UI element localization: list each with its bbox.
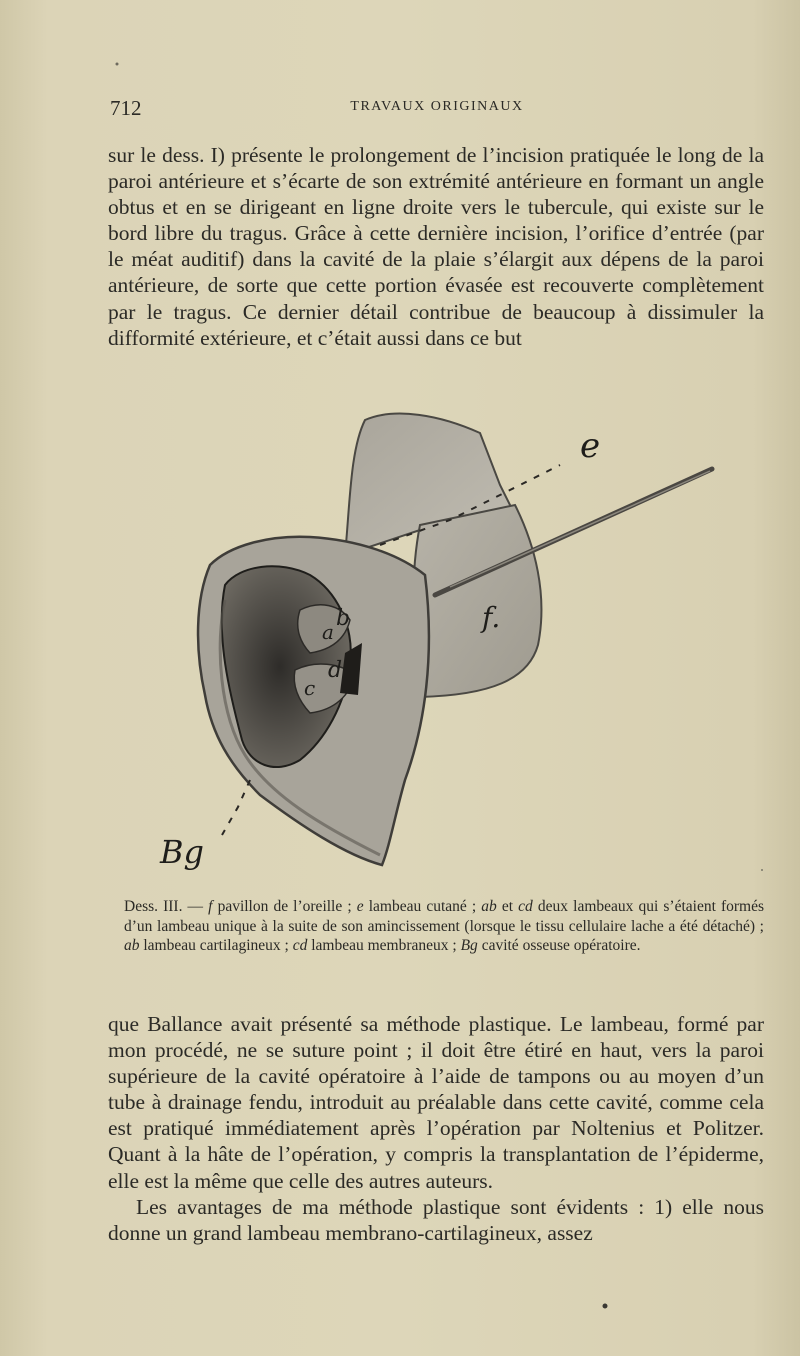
label-c: c	[304, 676, 316, 700]
caption-text: cavité osseuse opératoire.	[477, 937, 641, 954]
label-b: b	[336, 606, 351, 631]
figure-caption	[124, 897, 764, 956]
leader-bg	[222, 780, 250, 835]
caption-symbol: f	[208, 898, 213, 915]
label-f: f.	[482, 601, 501, 634]
body-text-bottom	[108, 1011, 764, 1246]
page-header	[110, 96, 764, 120]
caption-symbol: cd	[518, 898, 533, 915]
caption-text: lambeau cutané ;	[363, 898, 482, 915]
paragraph-ballance: que Ballance avait présenté sa méthode plastique. Le lambeau, formé par mon procédé, ne se suture point ; il doit être étiré en haut, vers la paroi supérieure de la cavité opératoire à l’aide de tampons ou au moyen d’un tube à drainage fendu, introduit au préalable dans cette cavité, comme cela est pratiqué immédiatement après l’opération par Noltenius et Politzer. Quant à la hâte de l’opération, y compris la transplantation de l’épiderme, elle est la même que celle des autres auteurs.	[108, 1012, 764, 1193]
label-e: e	[580, 426, 601, 466]
caption-symbol: cd	[292, 937, 308, 954]
caption-text: lambeau membraneux ;	[307, 937, 461, 954]
paragraph-advantages: Les avantages de ma méthode plastique sont évidents : 1) elle nous donne un grand lambeau membrano-cartilagineux, assez	[108, 1194, 764, 1245]
caption-text: pavillon de l’oreille ;	[212, 898, 357, 915]
ear-flap-illustration	[150, 395, 730, 885]
caption-symbol: ab	[124, 937, 140, 954]
caption-symbol: ab	[481, 898, 497, 915]
running-head: TRAVAUX ORIGINAUX	[350, 99, 524, 114]
page-number: 712	[110, 96, 142, 120]
caption-text: lambeau cartilagineux ;	[139, 937, 293, 954]
auricle-f	[413, 505, 541, 697]
caption-symbol: e	[356, 898, 364, 915]
label-bg: Bg	[160, 833, 204, 871]
caption-body	[124, 898, 764, 954]
paragraph-continuation: sur le dess. I) présente le prolongement de l’incision pratiquée le long de la paroi antérieure et s’écarte de son extrémité antérieure en formant un angle obtus et en se dirigeant en ligne droite vers le tubercule, qui existe sur le bord libre du tragus. Grâce à cette dernière incision, l’orifice d’entrée (par le méat auditif) dans la cavité de la plaie s’élargit aux dépens de la paroi antérieure, de sorte que cette portion évasée est recouverte complètement par le tragus. Ce dernier détail contribue de beaucoup à dissimuler la difformité extérieure, et c’était aussi dans ce but	[108, 143, 764, 350]
caption-prefix: Dess. III. —	[124, 898, 209, 915]
caption-symbol: Bg	[460, 937, 478, 954]
caption-text: deux lambeaux qui s’étaient formés d’un lambeau unique à la suite de son amincissement (lorsque le tissu cellulaire lache a été détaché) ;	[124, 898, 765, 935]
label-a: a	[322, 620, 334, 644]
label-d: d	[328, 658, 343, 683]
caption-text: et	[496, 898, 519, 915]
body-text-top	[108, 142, 764, 351]
